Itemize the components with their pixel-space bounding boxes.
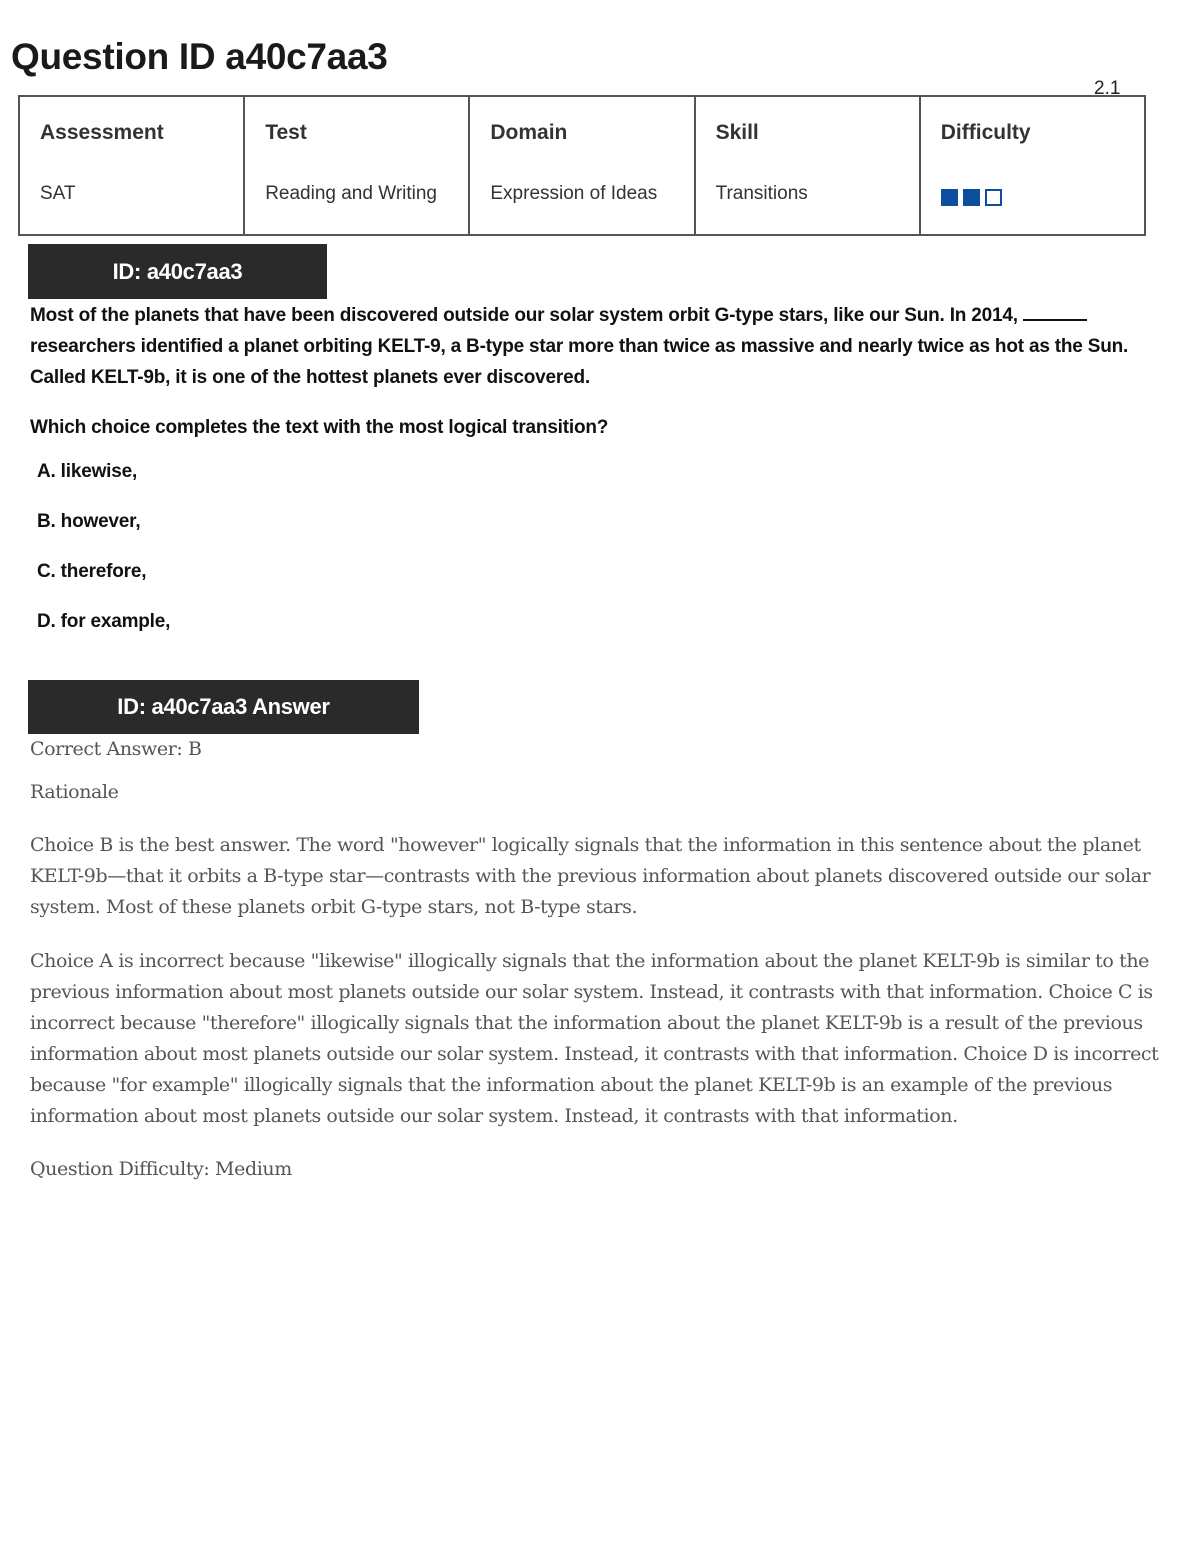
- answer-section: [30, 734, 1170, 1185]
- difficulty-cell: [920, 96, 1145, 235]
- skill-label: Skill: [715, 121, 759, 144]
- skill-cell: [695, 96, 920, 235]
- difficulty-box-empty: [985, 189, 1002, 206]
- rationale-paragraph-1: Choice B is the best answer. The word "however" logically signals that the information in this sentence about the planet KELT-9b—that it orbits a B-type star—contrasts with the previous information about planets discovered outside our solar system. Most of these planets orbit G-type stars, not B-type stars.: [30, 834, 1151, 918]
- difficulty-box-filled: [941, 189, 958, 206]
- passage-after-blank: researchers identified a planet orbiting KELT-9, a B-type star more than twice as massive and nearly twice as hot as the Sun. Called KELT-9b, it is one of the hottest planets ever discovered.: [30, 336, 1129, 388]
- assessment-cell: [19, 96, 244, 235]
- answer-choices: [37, 461, 170, 661]
- passage-before-blank: Most of the planets that have been discovered outside our solar system orbit G-type stars, like our Sun. In 2014,: [30, 305, 1018, 326]
- rationale-paragraph-2: Choice A is incorrect because "likewise" illogically signals that the information about the planet KELT-9b is similar to the previous information about most planets outside our solar system. Instead, it contrasts with that information. Choice C is incorrect because "therefore" illogically signals that the information about the planet KELT-9b is a result of the previous information about most planets outside our solar system. Instead, it contrasts with that information. Choice D is incorrect because "for example" illogically signals that the information about the planet KELT-9b is an example of the previous information about most planets outside our solar system. Instead, it contrasts with that information.: [30, 950, 1159, 1127]
- assessment-label: Assessment: [40, 121, 164, 144]
- page-title: Question ID a40c7aa3: [11, 36, 388, 77]
- question-passage: [30, 300, 1170, 393]
- rationale-label: Rationale: [30, 781, 119, 803]
- test-label: Test: [265, 121, 307, 144]
- question-prompt: Which choice completes the text with the most logical transition?: [30, 417, 609, 438]
- choice-c[interactable]: C. therefore,: [37, 561, 147, 582]
- question-metadata-table: [18, 95, 1146, 236]
- passage-blank: [1023, 301, 1087, 321]
- skill-value: Transitions: [715, 183, 808, 204]
- assessment-value: SAT: [40, 183, 76, 204]
- question-difficulty: Question Difficulty: Medium: [30, 1158, 292, 1180]
- answer-id-bar: ID: a40c7aa3 Answer: [28, 680, 419, 734]
- domain-label: Domain: [490, 121, 568, 144]
- test-cell: [244, 96, 469, 235]
- correct-answer: Correct Answer: B: [30, 738, 202, 760]
- domain-cell: [469, 96, 694, 235]
- difficulty-label: Difficulty: [940, 121, 1031, 144]
- test-value: Reading and Writing: [265, 183, 437, 204]
- question-id-bar: ID: a40c7aa3: [28, 244, 327, 299]
- choice-b[interactable]: B. however,: [37, 511, 141, 532]
- domain-value: Expression of Ideas: [490, 183, 658, 204]
- difficulty-indicator: [941, 189, 1144, 206]
- choice-a[interactable]: A. likewise,: [37, 461, 138, 482]
- page-number: 2.1: [1094, 78, 1121, 99]
- difficulty-box-filled: [963, 189, 980, 206]
- choice-d[interactable]: D. for example,: [37, 611, 171, 632]
